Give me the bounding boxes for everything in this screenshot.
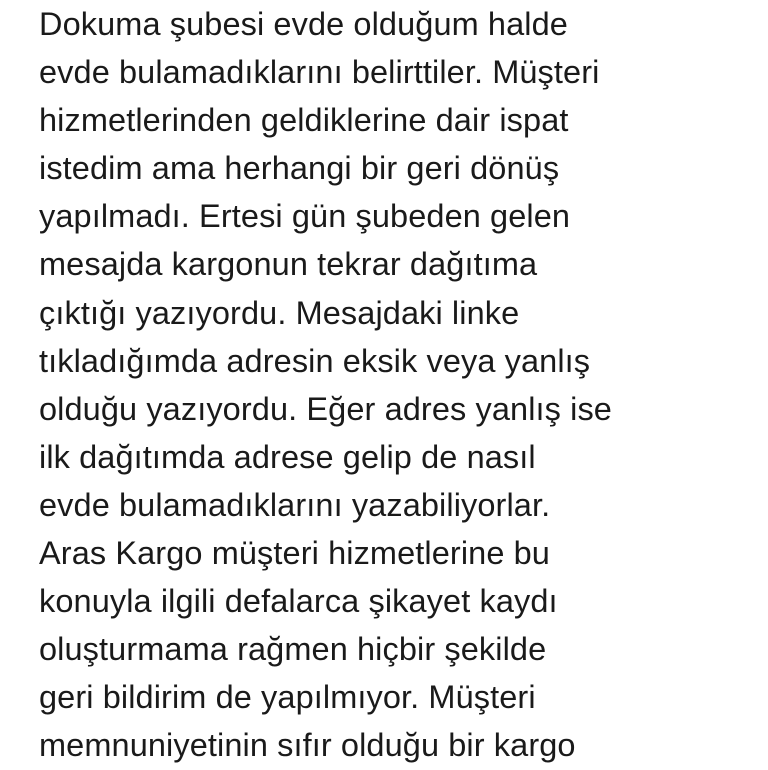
text-line: Dokuma şubesi evde olduğum halde [39,6,568,42]
text-line: geri bildirim de yapılmıyor. Müşteri [39,679,536,716]
complaint-text-body [39,0,759,770]
text-line: istedim ama herhangi bir geri dönüş [39,150,560,187]
text-line: çıktığı yazıyordu. Mesajdaki linke [39,294,520,331]
text-line: tıkladığımda adresin eksik veya yanlış [39,342,591,379]
text-line: konuyla ilgili defalarca şikayet kaydı [39,583,558,620]
text-line: olduğu yazıyordu. Eğer adres yanlış ise [39,390,612,427]
text-line: oluşturmama rağmen hiçbir şekilde [39,631,547,668]
text-line: evde bulamadıklarını belirttiler. Müşteri [39,54,600,91]
text-line: ilk dağıtımda adrese gelip de nasıl [39,438,536,475]
text-line: yapılmadı. Ertesi gün şubeden gelen [39,198,571,235]
text-line: Aras Kargo müşteri hizmetlerine bu [39,535,550,572]
text-line: mesajda kargonun tekrar dağıtıma [39,246,538,283]
text-line: hizmetlerinden geldiklerine dair ispat [39,102,569,139]
text-line: evde bulamadıklarını yazabiliyorlar. [39,486,551,523]
text-line: memnuniyetinin sıfır olduğu bir kargo [39,727,576,764]
